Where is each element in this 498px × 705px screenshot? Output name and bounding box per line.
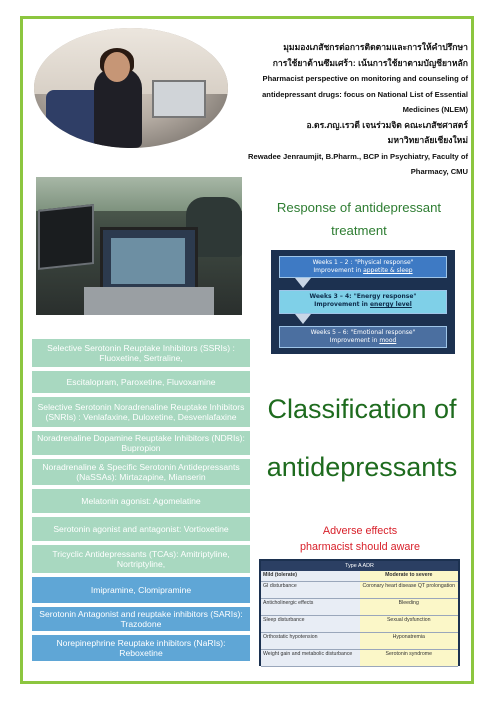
- title-en-3: Medicines (NLEM): [402, 105, 468, 114]
- response-weeks-diagram: [271, 250, 455, 354]
- table-row: Sleep disturbance Sexual dysfunction: [261, 616, 458, 633]
- arrow-down-icon: [295, 278, 311, 288]
- class-item: Noradrenaline Dopamine Reuptake Inhibitors (NDRIs): Bupropion: [32, 431, 250, 455]
- class-item: Selective Serotonin Reuptake Inhibitors (SSRIs) : Fluoxetine, Sertraline,: [32, 339, 250, 367]
- class-item: Selective Serotonin Noradrenaline Reuptake Inhibitors (SNRIs) : Venlafaxine, Duloxetine, Desvenlafaxine: [32, 397, 250, 427]
- author-en-1: Rewadee Jenraumjit, B.Pharm., BCP in Psychiatry, Faculty of: [247, 151, 468, 161]
- table-row: Anticholinergic effects Bleeding: [261, 599, 458, 616]
- class-item: Norepinephrine Reuptake inhibitors (NaRIs): Reboxetine: [32, 635, 250, 661]
- adr-table: [259, 559, 460, 666]
- weeks-3-4-box: Weeks 3 – 4: "Energy response" Improvement in energy level: [279, 290, 447, 314]
- title-en-1: Pharmacist perspective on monitoring and counseling of: [262, 74, 468, 83]
- author-thai-2: มหาวิทยาลัยเชียงใหม่: [387, 135, 468, 145]
- table-header-row: Mild (tolerate) Moderate to severe: [261, 571, 458, 582]
- response-title: Response of antidepressant treatment: [276, 200, 442, 238]
- author-en-2: Pharmacy, CMU: [410, 167, 468, 176]
- adverse-effects-title: Adverse effects pharmacist should aware: [299, 525, 421, 553]
- title-en-2: antidepressant drugs: focus on National List of Essential: [262, 89, 468, 99]
- weeks-1-2-box: Weeks 1 – 2 : "Physical response" Improvement in appetite & sleep: [279, 256, 447, 278]
- table-row: Weight gain and metabolic disturbance Serotonin syndrome: [261, 650, 458, 667]
- classification-title: Classification of antidepressants: [266, 394, 458, 482]
- class-item: Imipramine, Clomipramine: [32, 577, 250, 603]
- class-item: Serotonin agonist and antagonist: Vortioxetine: [32, 517, 250, 541]
- weeks-5-6-box: Weeks 5 – 6: "Emotional response" Improvement in mood: [279, 326, 447, 348]
- class-item: Tricyclic Antidepressants (TCAs): Amitriptyline, Nortriptyline,: [32, 545, 250, 573]
- speaker-photo: [34, 28, 228, 148]
- table-row: GI disturbance Coronary heart disease QT prolongation: [261, 582, 458, 599]
- classroom-photo: [36, 177, 242, 315]
- adr-table-caption: Type A ADR: [261, 561, 458, 571]
- header-text: [218, 40, 468, 180]
- arrow-down-icon: [295, 314, 311, 324]
- class-item: Noradrenaline & Specific Serotonin Antidepressants (NaSSAs): Mirtazapine, Mianserin: [32, 459, 250, 485]
- class-item: Escitalopram, Paroxetine, Fluvoxamine: [32, 371, 250, 393]
- class-item: Serotonin Antagonist and reuptake inhibitors (SARIs): Trazodone: [32, 607, 250, 631]
- title-thai-2: การใช้ยาต้านซึมเศร้า: เน้นการใช้ยาตามบัญชียาหลัก: [272, 57, 468, 68]
- class-item: Melatonin agonist: Agomelatine: [32, 489, 250, 513]
- title-thai-1: มุมมองเภสัชกรต่อการติดตามและการให้คำปรึกษา: [283, 42, 468, 52]
- author-thai-1: อ.ดร.ภญ.เรวดี เจนร่วมจิต คณะเภสัชศาสตร์: [306, 119, 468, 130]
- table-row: Orthostatic hypotension Hyponatremia: [261, 633, 458, 650]
